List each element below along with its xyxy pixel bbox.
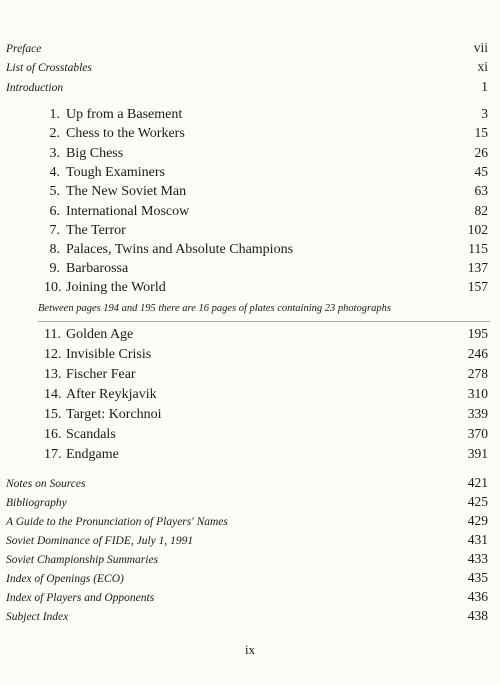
chapter-page: 310 <box>467 386 488 401</box>
chapter-number: 16. <box>44 427 62 442</box>
chapter-title: Scandals <box>66 427 116 442</box>
toc-entry-page: xi <box>477 59 488 74</box>
toc-entry-crosstables <box>6 59 488 75</box>
chapter-title: Barbarossa <box>66 261 129 276</box>
toc-entry-title: Index of Openings (ECO) <box>6 573 124 585</box>
chapter-page: 339 <box>467 406 488 421</box>
chapter-page: 45 <box>474 164 488 179</box>
toc-entry-title: Soviet Championship Summaries <box>6 554 159 566</box>
chapter-number: 1. <box>49 107 60 122</box>
toc-entry-title: List of Crosstables <box>6 62 92 74</box>
toc-entry-page: 425 <box>467 494 488 509</box>
toc-entry-title: Soviet Dominance of FIDE, July 1, 1991 <box>6 535 194 547</box>
chapter-page: 137 <box>467 260 488 275</box>
toc-chapter <box>44 406 488 423</box>
toc-entry-title: Preface <box>6 43 42 55</box>
page-folio: ix <box>244 642 256 657</box>
chapter-page: 15 <box>474 125 488 140</box>
chapter-title: Tough Examiners <box>66 165 165 180</box>
chapter-title: Target: Korchnoi <box>66 407 162 422</box>
chapter-number: 11. <box>44 327 61 342</box>
toc-chapter <box>44 106 488 123</box>
toc-chapter <box>44 446 488 463</box>
chapter-page: 115 <box>468 241 488 256</box>
toc-entry-page: 433 <box>467 551 488 566</box>
toc-chapter <box>44 145 488 162</box>
toc-chapter <box>44 279 488 296</box>
chapter-title: The New Soviet Man <box>66 184 187 199</box>
toc-entry-page: 436 <box>467 589 488 604</box>
chapter-title: Invisible Crisis <box>66 347 152 362</box>
toc-chapter <box>44 366 488 383</box>
chapter-page: 157 <box>467 279 488 294</box>
toc-entry-page: 1 <box>481 79 488 94</box>
chapter-number: 4. <box>49 165 60 180</box>
toc-entry-preface <box>6 40 488 56</box>
chapter-number: 15. <box>44 407 62 422</box>
chapter-number: 5. <box>49 184 60 199</box>
toc-chapter <box>44 164 488 181</box>
toc-entry-players-index <box>6 589 488 605</box>
toc-entry-notes <box>6 475 488 491</box>
toc-entry-page: 431 <box>467 532 488 547</box>
toc-chapter <box>44 183 488 200</box>
plates-note: Between pages 194 and 195 there are 16 pages of plates containing 23 photographs <box>38 303 391 314</box>
toc-entry-openings-index <box>6 570 488 586</box>
toc-entry-page: 438 <box>467 608 488 623</box>
chapter-title: Palaces, Twins and Absolute Champions <box>66 242 294 257</box>
toc-chapter <box>44 203 488 220</box>
toc-entry-page: 429 <box>467 513 488 528</box>
chapter-page: 370 <box>467 426 488 441</box>
chapter-number: 8. <box>49 242 60 257</box>
chapter-title: Endgame <box>66 447 119 462</box>
toc-entry-pronunciation <box>6 513 488 529</box>
chapter-number: 2. <box>49 126 60 141</box>
chapter-page: 102 <box>467 222 488 237</box>
chapter-number: 6. <box>49 204 60 219</box>
toc-entry-title: Introduction <box>6 82 64 94</box>
toc-chapter <box>44 222 488 239</box>
chapter-number: 7. <box>49 223 60 238</box>
toc-entry-page: 421 <box>467 475 488 490</box>
chapter-title: International Moscow <box>66 204 190 219</box>
toc-entry-page: 435 <box>467 570 488 585</box>
chapter-page: 3 <box>481 106 488 121</box>
chapter-title: The Terror <box>66 223 126 238</box>
chapter-number: 12. <box>44 347 62 362</box>
chapter-number: 17. <box>44 447 62 462</box>
chapter-page: 246 <box>467 346 488 361</box>
toc-entry-title: Bibliography <box>6 497 67 509</box>
toc-entry-title: A Guide to the Pronunciation of Players' Names <box>6 516 228 528</box>
chapter-page: 63 <box>474 183 488 198</box>
chapter-title: Chess to the Workers <box>66 126 185 141</box>
chapter-number: 9. <box>49 261 60 276</box>
toc-entry-subject-index <box>6 608 488 624</box>
toc-chapter <box>44 346 488 363</box>
toc-entry-title: Notes on Sources <box>6 478 86 490</box>
toc-entry-fide-dominance <box>6 532 488 548</box>
chapter-title: Up from a Basement <box>66 107 183 122</box>
toc-entry-introduction <box>6 79 488 95</box>
chapter-number: 13. <box>44 367 62 382</box>
toc-entry-bibliography <box>6 494 488 510</box>
toc-chapter <box>44 326 488 343</box>
toc-chapter <box>44 125 488 142</box>
toc-entry-page: vii <box>473 40 488 55</box>
toc-entry-title: Subject Index <box>6 611 69 623</box>
chapter-page: 278 <box>467 366 488 381</box>
chapter-page: 82 <box>474 203 488 218</box>
toc-chapter <box>44 386 488 403</box>
chapter-page: 391 <box>467 446 488 461</box>
chapter-number: 3. <box>49 146 60 161</box>
chapter-title: Big Chess <box>66 146 124 161</box>
divider <box>38 321 490 322</box>
toc-entry-title: Index of Players and Opponents <box>6 592 155 604</box>
chapter-title: Fischer Fear <box>66 367 136 382</box>
chapter-title: Golden Age <box>66 327 134 342</box>
toc-chapter <box>44 241 488 258</box>
chapter-number: 10. <box>44 280 62 295</box>
chapter-title: Joining the World <box>66 280 166 295</box>
chapter-page: 26 <box>474 145 488 160</box>
toc-chapter <box>44 426 488 443</box>
chapter-title: After Reykjavik <box>66 387 157 402</box>
chapter-page: 195 <box>467 326 488 341</box>
chapter-number: 14. <box>44 387 62 402</box>
toc-chapter <box>44 260 488 277</box>
toc-entry-championship-summaries <box>6 551 488 567</box>
